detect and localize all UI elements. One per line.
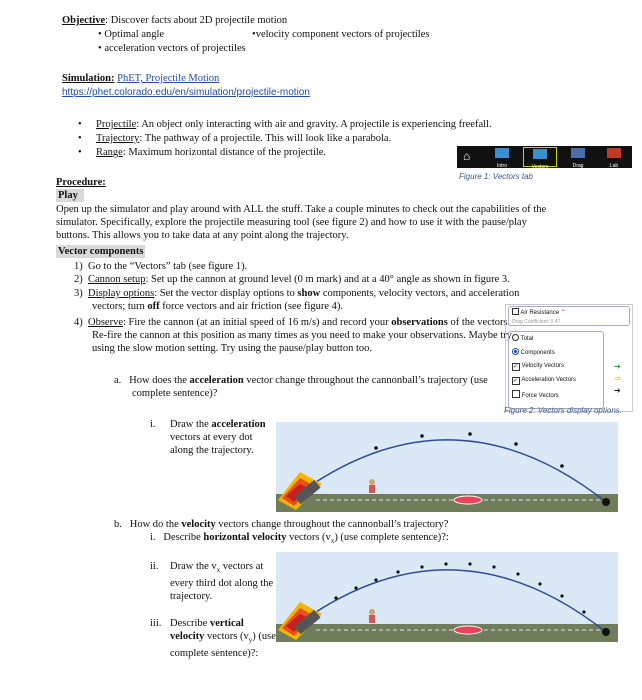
- question-text: ) (use complete sentence)?:: [334, 532, 449, 543]
- radio-icon[interactable]: [512, 334, 519, 341]
- parachute-icon: ⌃: [560, 310, 566, 316]
- option-total[interactable]: [509, 332, 603, 346]
- vector-options-box: [508, 331, 604, 409]
- question-b-ii-label: ii.: [150, 561, 159, 572]
- option-label: Velocity Vectors: [521, 363, 565, 369]
- step-text: Go to the “Vectors” tab (see figure 1).: [88, 261, 248, 272]
- question-text: Describe: [170, 618, 210, 629]
- ground: [276, 494, 618, 512]
- trajectory-dot: [396, 570, 399, 573]
- option-label: Force Vectors: [521, 393, 559, 399]
- question-label: b.: [114, 519, 122, 530]
- question-text: vertical velocity: [170, 618, 244, 642]
- step-text: off: [147, 301, 160, 312]
- tab-label: Lab: [609, 163, 619, 169]
- option-components[interactable]: [509, 346, 603, 360]
- air-resistance-row[interactable]: [509, 307, 629, 318]
- cannonball: [602, 628, 610, 636]
- question-text: Draw the v: [170, 561, 217, 572]
- step-2: 2) Cannon setup: Set up the cannon at ground level (0 m mark) and at a 40° angle as shown in figure 3.: [74, 274, 510, 285]
- trajectory-figure-1: [276, 422, 618, 512]
- option-label: Total: [520, 336, 534, 342]
- question-text: How do the: [129, 519, 182, 530]
- question-text: vectors at every third dot along the trajectory.: [170, 561, 274, 603]
- air-resistance-checkbox[interactable]: [512, 308, 519, 315]
- velocity-arrow-icon: ➔: [614, 362, 621, 371]
- cannonball: [602, 498, 610, 506]
- force-arrow-icon: ➔: [614, 386, 621, 395]
- tab-label: Vectors: [531, 164, 549, 170]
- option-label: Components: [520, 350, 555, 356]
- step-text: observations: [391, 317, 448, 328]
- question-label: i.: [150, 532, 156, 543]
- definition-term: Trajectory: [96, 133, 140, 144]
- trajectory-dot: [538, 582, 541, 585]
- trajectory-dot: [560, 464, 564, 468]
- trajectory-dot: [374, 446, 378, 450]
- step-term: Display options: [88, 288, 155, 299]
- air-resistance-label: Air Resistance: [520, 310, 560, 316]
- person-icon: [369, 479, 375, 493]
- trajectory-dot: [468, 562, 471, 565]
- subscript: x: [330, 537, 335, 546]
- checkbox-checked-icon[interactable]: ✓: [513, 364, 519, 370]
- question-b-i: [150, 531, 570, 548]
- step-3: 3) Display options: Set the vector display options to show components, velocity vectors, and acceleration vectors; turn off force vectors and air friction (see figure 4).: [74, 288, 520, 312]
- option-velocity-vectors[interactable]: [509, 360, 603, 374]
- step-term: Observe: [88, 317, 123, 328]
- trajectory-dot: [420, 434, 424, 438]
- subscript: y: [248, 636, 253, 645]
- question-text: Describe: [163, 532, 204, 543]
- definition-item: • Projectile: An object only interacting with air and gravity. A projectile is experiencing freefall.: [78, 119, 492, 130]
- checkbox-checked-icon[interactable]: ✓: [513, 378, 519, 384]
- step-term: Cannon setup: [88, 274, 146, 285]
- tab-drag[interactable]: [561, 148, 595, 169]
- lab-tab-icon: [607, 148, 621, 158]
- question-text: velocity: [181, 519, 216, 530]
- trajectory-dot: [582, 610, 585, 613]
- definition-text: : Maximum horizontal distance of the projectile.: [122, 147, 327, 158]
- objective-item: • Optimal angle: [98, 29, 165, 40]
- objective-item: •velocity component vectors of projectiles: [252, 29, 430, 40]
- figure1-tabbar: [457, 146, 632, 168]
- question-text: vectors at every dot along the trajectory.: [170, 432, 254, 456]
- checkbox-icon[interactable]: [512, 390, 520, 398]
- objective-intro: : Discover facts about 2D projectile motion: [105, 15, 288, 26]
- vectors-tab-icon: [533, 149, 547, 159]
- question-text: vectors (v: [204, 631, 249, 642]
- question-b-ii: [170, 560, 278, 603]
- question-text: acceleration: [189, 375, 244, 386]
- tab-label: Intro: [496, 163, 507, 169]
- air-resistance-box: [508, 306, 630, 326]
- question-b-iii-label: iii.: [150, 618, 162, 629]
- figure2-panel: [505, 304, 633, 412]
- trajectory-dot: [560, 594, 563, 597]
- objective-item-text: acceleration vectors of projectiles: [104, 43, 246, 54]
- step-text: force vectors and air friction (see figure 4).: [159, 301, 344, 312]
- step-text: : Fire the cannon (at an initial speed of 16 m/s) and record your: [123, 317, 392, 328]
- option-label: Acceleration Vectors: [521, 377, 577, 383]
- question-text: Draw the: [170, 419, 212, 430]
- simulation-line: [62, 72, 219, 85]
- vector-components-heading: Vector components: [58, 246, 144, 257]
- simulation-url[interactable]: https://phet.colorado.edu/en/simulation/projectile-motion: [62, 87, 310, 98]
- question-b: [114, 518, 554, 531]
- trajectory-dot: [514, 442, 518, 446]
- definition-term: Projectile: [96, 119, 137, 130]
- objective-heading: Objective: [62, 15, 106, 26]
- objective-item: • acceleration vectors of projectiles: [98, 43, 246, 54]
- figure2-caption: Figure 2: Vectors display options.: [504, 406, 622, 415]
- objective-item-text: velocity component vectors of projectiles: [255, 29, 430, 40]
- tab-lab[interactable]: [597, 148, 631, 169]
- drag-tab-icon: [571, 148, 585, 158]
- question-text: vectors (v: [286, 532, 331, 543]
- trajectory-dot: [516, 572, 519, 575]
- subscript: x: [216, 566, 221, 575]
- question-b-iii: [170, 617, 278, 660]
- tab-vectors[interactable]: [523, 147, 557, 170]
- question-text: vectors change throughout the cannonball’s trajectory?: [215, 519, 449, 530]
- trajectory-dot: [420, 565, 423, 568]
- trajectory-dot: [334, 596, 337, 599]
- home-icon[interactable]: ⌂: [463, 149, 471, 163]
- trajectory-dot: [354, 586, 357, 589]
- question-text: vector change throughout the cannonball’s trajectory (use complete sentence)?: [132, 375, 488, 399]
- question-label: a.: [114, 375, 122, 386]
- objective-line: [62, 14, 287, 27]
- procedure-heading: Procedure:: [56, 177, 106, 188]
- drag-coefficient-label: Drag Coefficient: 0.47: [512, 319, 561, 325]
- tab-intro[interactable]: [485, 148, 519, 169]
- simulation-heading: Simulation:: [62, 73, 115, 84]
- option-force-vectors[interactable]: [509, 388, 603, 402]
- step-1: 1) Go to the “Vectors” tab (see figure 1).: [74, 261, 248, 272]
- play-heading: Play: [56, 189, 84, 202]
- play-paragraph: Open up the simulator and play around with ALL the stuff. Take a couple minutes to check out the capabilities of the simulator. Specifically, explore the projectile measuring tool (see figure 2) and how to use it with the pause/play buttons. This allows you to take data at any point along the trajectory.: [56, 204, 547, 241]
- acceleration-arrow-icon: ⇒: [614, 374, 621, 383]
- figure1-caption: Figure 1: Vectors tab: [459, 172, 533, 181]
- step-text: : Set the vector display options to: [154, 288, 298, 299]
- question-text: How does the: [129, 375, 190, 386]
- radio-selected-icon[interactable]: [512, 348, 519, 355]
- simulation-link[interactable]: PhET, Projectile Motion: [117, 73, 220, 84]
- definition-text: : The pathway of a projectile. This will look like a parabola.: [139, 133, 392, 144]
- target: [454, 626, 482, 634]
- step-text: components, velocity vectors, and acceleration vectors; turn: [92, 288, 520, 312]
- question-a-i: [170, 418, 270, 457]
- ground: [276, 624, 618, 642]
- question-text: acceleration: [211, 419, 266, 430]
- step-4: 4) Observe: Fire the cannon (at an initial speed of 16 m/s) and record your observations of the vectors. Re-fire the cannon at this position as many times as you need to make your observations. Maybe try using the slow motion setting. Try using the pause/play button too.: [74, 317, 512, 354]
- trajectory-dot: [492, 565, 495, 568]
- objective-item-text: Optimal angle: [104, 29, 165, 40]
- question-a-i-label: i.: [150, 419, 156, 430]
- trajectory-dot: [374, 578, 377, 581]
- definition-item: • Range: Maximum horizontal distance of the projectile.: [78, 147, 327, 158]
- intro-tab-icon: [495, 148, 509, 158]
- question-text: ) (use complete sentence)?:: [170, 631, 276, 660]
- question-text: horizontal velocity: [203, 532, 287, 543]
- person-icon: [369, 609, 375, 623]
- step-text: : Set up the cannon at ground level (0 m mark) and at a 40° angle as shown in figure 3.: [145, 274, 510, 285]
- option-acceleration-vectors[interactable]: [509, 374, 603, 388]
- question-a: [114, 374, 492, 400]
- trajectory-dot: [468, 432, 472, 436]
- trajectory-figure-2: [276, 552, 618, 642]
- step-text: show: [297, 288, 321, 299]
- definition-text: : An object only interacting with air and gravity. A projectile is experiencing freefall.: [136, 119, 492, 130]
- target: [454, 496, 482, 504]
- tab-label: Drag: [572, 163, 584, 169]
- step-text: of the vectors. Re-fire the cannon at this position as many times as you need to make your observations. Maybe try using the slow motion setting. Try using the pause/play button too.: [92, 317, 512, 354]
- trajectory-dot: [444, 562, 447, 565]
- definition-item: • Trajectory: The pathway of a projectile. This will look like a parabola.: [78, 133, 392, 144]
- definition-term: Range: [96, 147, 123, 158]
